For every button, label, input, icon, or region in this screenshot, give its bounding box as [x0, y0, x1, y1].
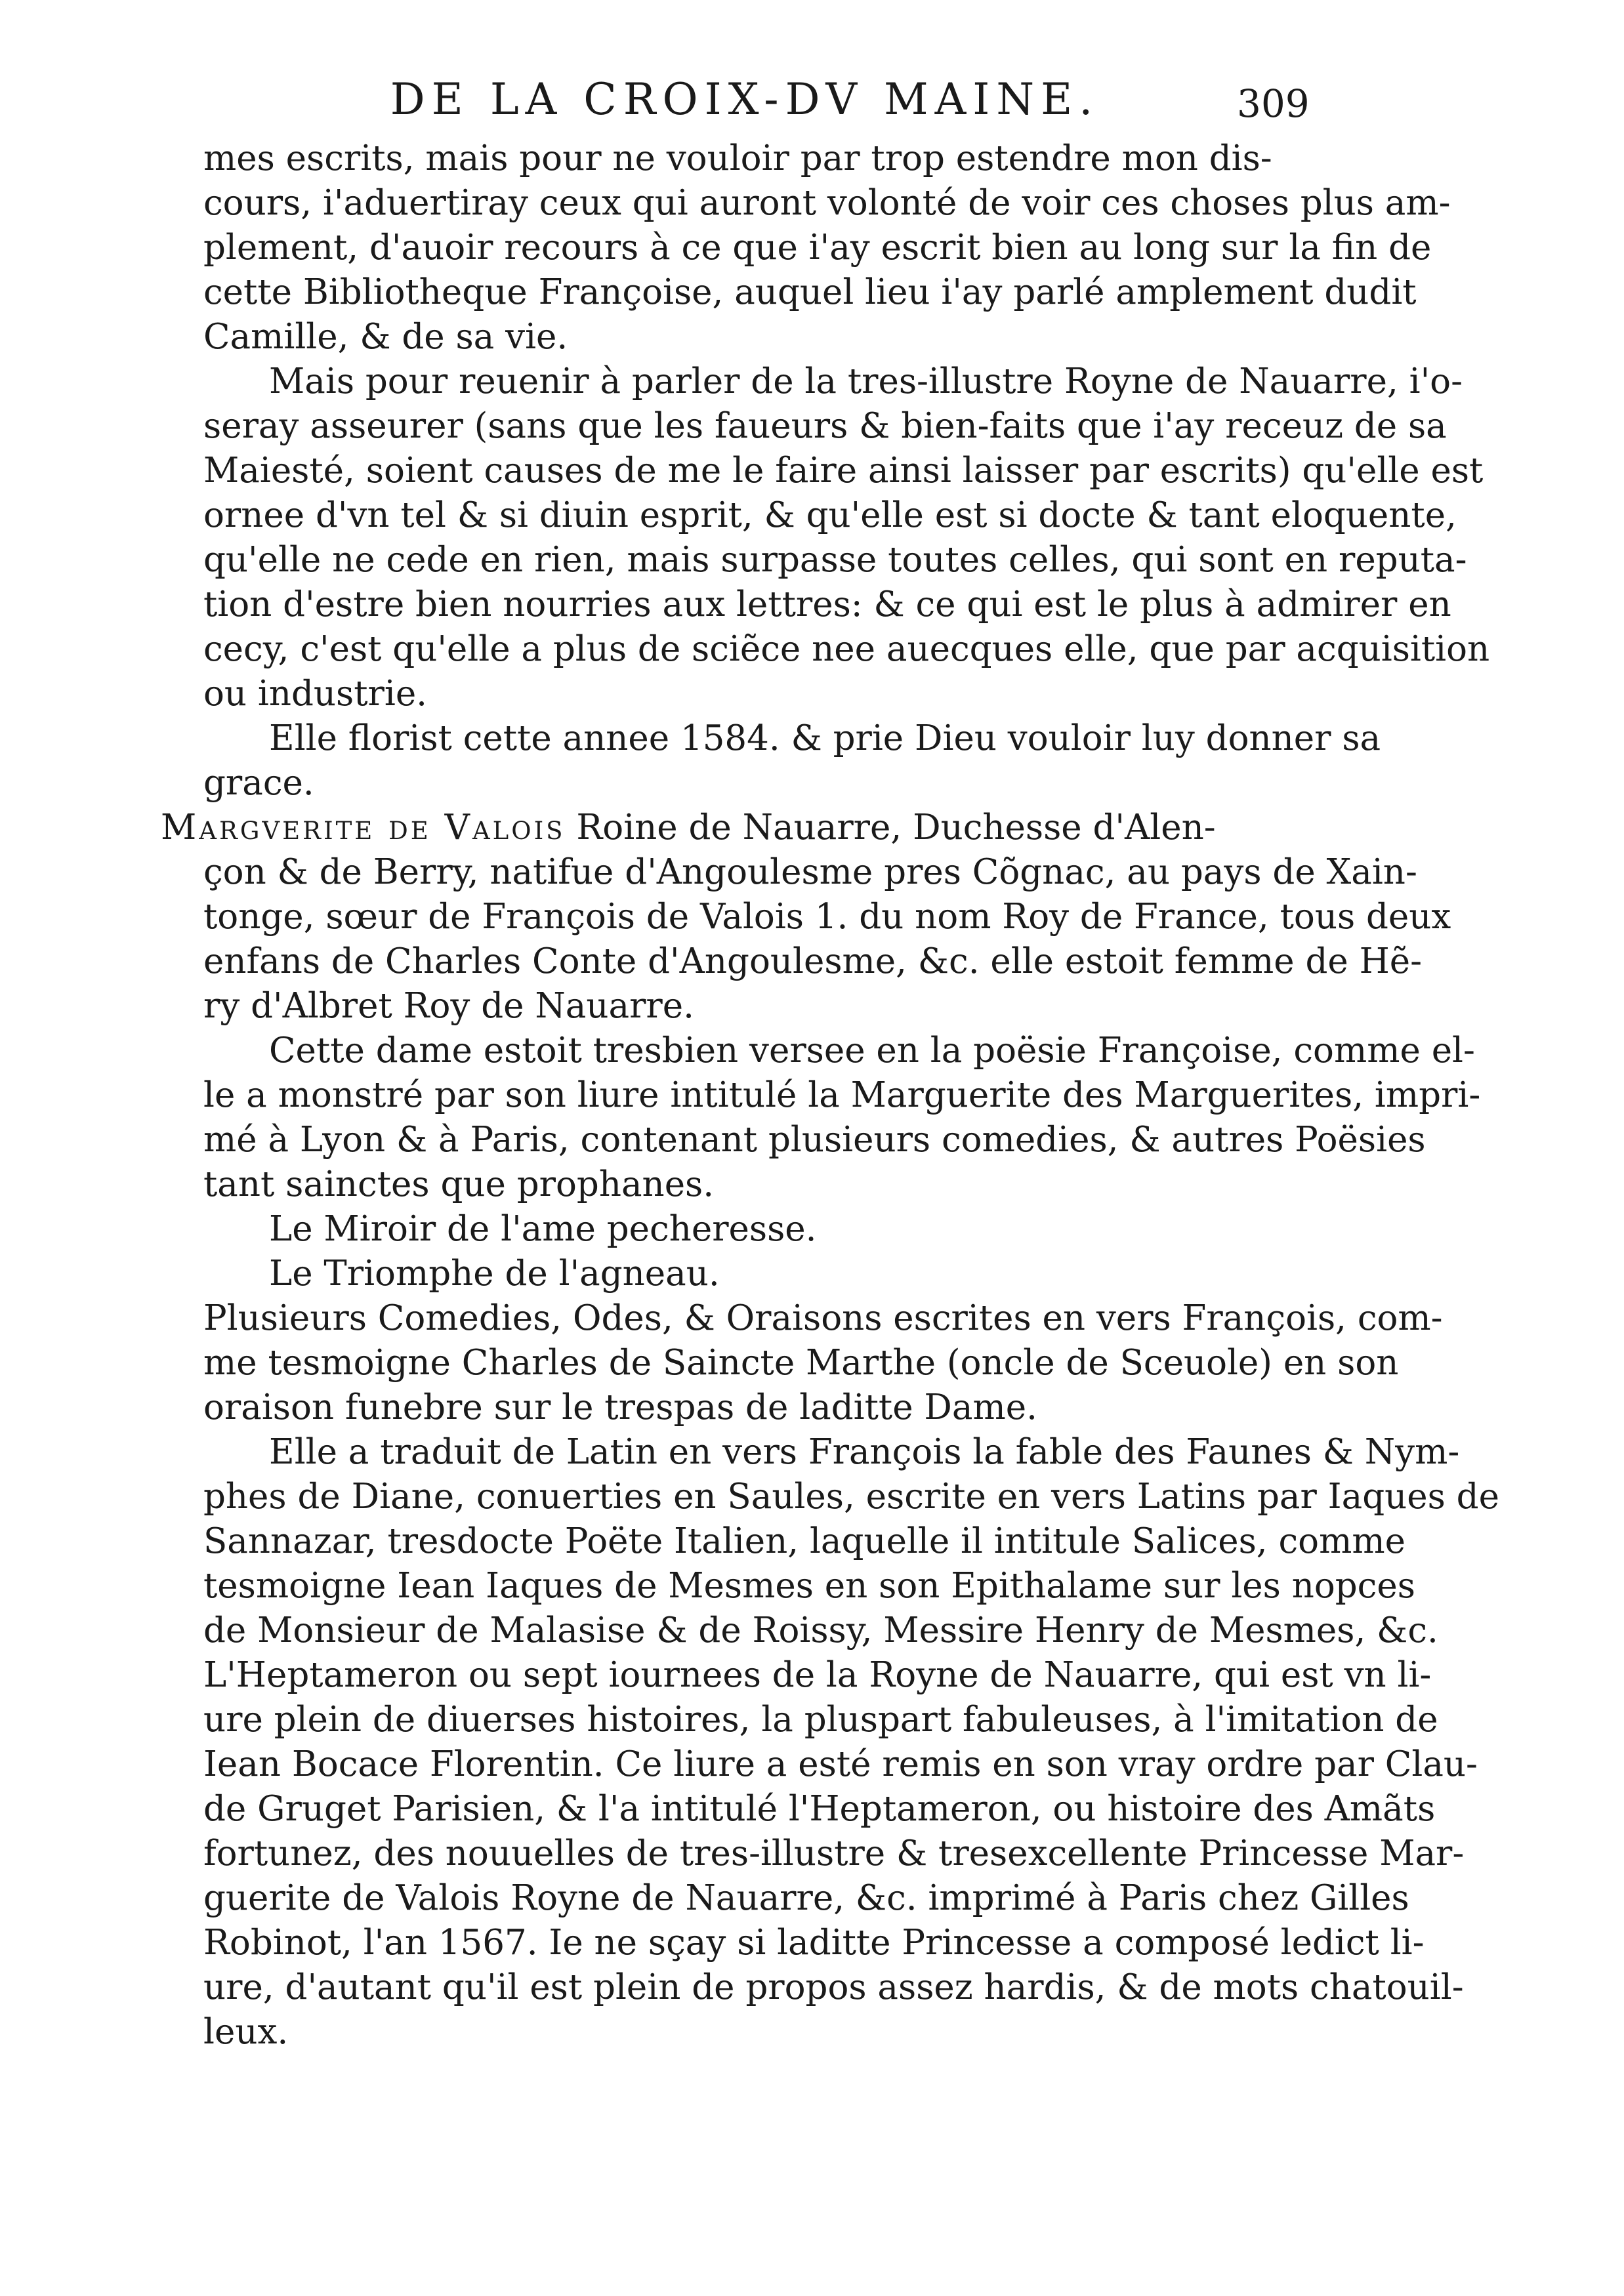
page-number: 309 [1237, 81, 1310, 126]
text-line: Mais pour reuenir à parler de la tres-illustre Royne de Nauarre, i'o- [269, 361, 1463, 401]
text-line: plement, d'auoir recours à ce que i'ay escrit bien au long sur la fin de [203, 228, 1432, 268]
text-line: ure plein de diuerses histoires, la pluspart fabuleuses, à l'imitation de [203, 1700, 1438, 1740]
text-line: mes escrits, mais pour ne vouloir par trop estendre mon dis- [203, 138, 1272, 178]
text-line: cecy, c'est qu'elle a plus de sciẽce nee auecques elle, que par acquisition [203, 629, 1490, 669]
text-line: ry d'Albret Roy de Nauarre. [203, 986, 694, 1026]
running-title: DE LA CROIX-DV MAINE. [390, 74, 1100, 125]
text-line: seray asseurer (sans que les faueurs & bien-faits que i'ay receuz de sa [203, 406, 1447, 446]
text-line: Elle a traduit de Latin en vers François la fable des Faunes & Nym- [269, 1432, 1460, 1472]
text-line: guerite de Valois Royne de Nauarre, &c. imprimé à Paris chez Gilles [203, 1878, 1409, 1918]
text-line: cette Bibliotheque Françoise, auquel lieu i'ay parlé amplement dudit [203, 272, 1417, 312]
text-line: Cette dame estoit tresbien versee en la poësie Françoise, comme el- [269, 1031, 1475, 1071]
text-line: de Monsieur de Malasise & de Roissy, Messire Henry de Mesmes, &c. [203, 1610, 1438, 1650]
text-line: leux. [203, 2012, 289, 2052]
text-line: tonge, sœur de François de Valois 1. du nom Roy de France, tous deux [203, 897, 1451, 937]
text-line: tesmoigne Iean Iaques de Mesmes en son Epithalame sur les nopces [203, 1566, 1415, 1606]
text-line: L'Heptameron ou sept iournees de la Royne de Nauarre, qui est vn li- [203, 1655, 1432, 1695]
text-line: Elle florist cette annee 1584. & prie Dieu vouloir luy donner sa [269, 718, 1381, 758]
text-line: tant sainctes que prophanes. [203, 1164, 715, 1204]
text-line: phes de Diane, conuerties en Saules, escrite en vers Latins par Iaques de [203, 1477, 1499, 1517]
text-line: Plusieurs Comedies, Odes, & Oraisons escrites en vers François, com- [203, 1298, 1443, 1338]
text-line: Roine de Nauarre, Duchesse d'Alen- [576, 808, 1216, 848]
text-line: fortunez, des nouuelles de tres-illustre & tresexcellente Princesse Mar- [203, 1834, 1465, 1874]
text-line: Le Miroir de l'ame pecheresse. [269, 1209, 817, 1249]
entry-heading: Margverite de Valois [161, 808, 566, 848]
text-line: Robinot, l'an 1567. Ie ne sçay si laditte Princesse a composé ledict li- [203, 1923, 1425, 1963]
text-line: me tesmoigne Charles de Saincte Marthe (oncle de Sceuole) en son [203, 1343, 1399, 1383]
text-line: cours, i'aduertiray ceux qui auront volonté de voir ces choses plus am- [203, 183, 1451, 223]
text-line: çon & de Berry, natifue d'Angoulesme pres Cõgnac, au pays de Xain- [203, 852, 1417, 892]
text-line: Camille, & de sa vie. [203, 317, 568, 357]
text-line: qu'elle ne cede en rien, mais surpasse toutes celles, qui sont en reputa- [203, 540, 1467, 580]
text-line: Le Triomphe de l'agneau. [269, 1254, 720, 1294]
text-line: Maiesté, soient causes de me le faire ainsi laisser par escrits) qu'elle est [203, 451, 1484, 491]
text-line: mé à Lyon & à Paris, contenant plusieurs comedies, & autres Poësies [203, 1120, 1426, 1160]
text-line: grace. [203, 763, 314, 803]
text-line: oraison funebre sur le trespas de laditte Dame. [203, 1387, 1037, 1427]
text-line: ou industrie. [203, 674, 428, 714]
text-line: ornee d'vn tel & si diuin esprit, & qu'elle est si docte & tant eloquente, [203, 495, 1457, 535]
text-line: enfans de Charles Conte d'Angoulesme, &c. elle estoit femme de Hẽ- [203, 941, 1423, 981]
text-line: le a monstré par son liure intitulé la Marguerite des Marguerites, impri- [203, 1075, 1481, 1115]
text-line: Sannazar, tresdocte Poëte Italien, laquelle il intitule Salices, comme [203, 1521, 1405, 1561]
body-text [161, 136, 1499, 2055]
text-line: Iean Bocace Florentin. Ce liure a esté remis en son vray ordre par Clau- [203, 1744, 1478, 1784]
entry-heading-line [161, 806, 1371, 850]
text-line: de Gruget Parisien, & l'a intitulé l'Heptameron, ou histoire des Amãts [203, 1789, 1436, 1829]
text-line: ure, d'autant qu'il est plein de propos assez hardis, & de mots chatouil- [203, 1967, 1464, 2007]
text-line: tion d'estre bien nourries aux lettres: & ce qui est le plus à admirer en [203, 584, 1451, 625]
